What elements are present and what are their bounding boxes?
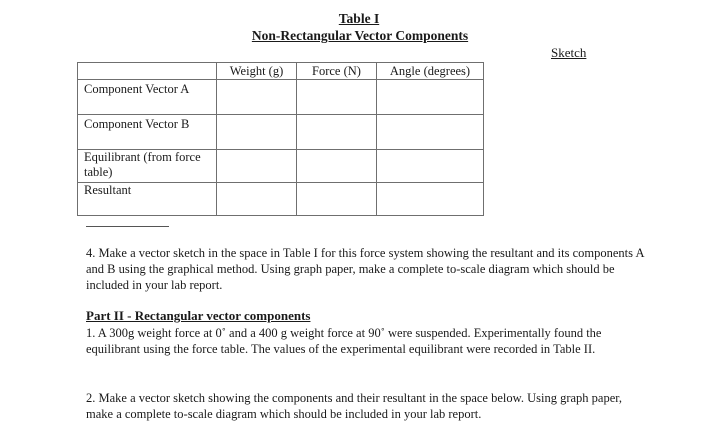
table-header-cell xyxy=(78,63,217,80)
table-title: Table I xyxy=(338,11,380,26)
row-label: Equilibrant (from force table) xyxy=(78,150,217,183)
table-header-cell: Angle (degrees) xyxy=(377,63,484,80)
table-header-cell: Force (N) xyxy=(297,63,377,80)
table-cell[interactable] xyxy=(297,150,377,183)
sketch-label: Sketch xyxy=(551,45,587,60)
table-cell[interactable] xyxy=(297,80,377,115)
table-header-row xyxy=(78,63,484,80)
row-label: Resultant xyxy=(78,183,217,216)
part-2-heading: Part II - Rectangular vector components xyxy=(86,308,311,323)
table-cell[interactable] xyxy=(297,183,377,216)
instruction-paragraph-p2-1: 1. A 300g weight force at 0˚ and a 400 g weight force at 90˚ were suspended. Experimentally found the equilibrant using the force table. The values of the experimental equilibrant were recorded in Table II. xyxy=(86,326,602,356)
row-label: Component Vector A xyxy=(78,80,217,115)
table-cell[interactable] xyxy=(297,115,377,150)
table-cell[interactable] xyxy=(377,115,484,150)
table-cell[interactable] xyxy=(377,183,484,216)
table-subtitle: Non-Rectangular Vector Components xyxy=(251,28,469,43)
table-header-cell: Weight (g) xyxy=(217,63,297,80)
table-cell[interactable] xyxy=(217,183,297,216)
table-row xyxy=(78,80,484,115)
table-row xyxy=(78,183,484,216)
vector-components-table xyxy=(77,62,484,216)
table-cell[interactable] xyxy=(377,150,484,183)
instruction-paragraph-4: 4. Make a vector sketch in the space in Table I for this force system showing the resultant and its components A and B using the graphical method. Using graph paper, make a complete to-scale diagram which should be included in your lab report. xyxy=(86,246,644,292)
table-cell[interactable] xyxy=(377,80,484,115)
table-cell[interactable] xyxy=(217,115,297,150)
table-row xyxy=(78,115,484,150)
divider-line xyxy=(86,226,169,227)
table-row xyxy=(78,150,484,183)
instruction-paragraph-p2-2: 2. Make a vector sketch showing the components and their resultant in the space below. Using graph paper, make a complete to-scale diagram which should be included in your lab report. xyxy=(86,391,623,421)
row-label: Component Vector B xyxy=(78,115,217,150)
table-cell[interactable] xyxy=(217,80,297,115)
table-cell[interactable] xyxy=(217,150,297,183)
